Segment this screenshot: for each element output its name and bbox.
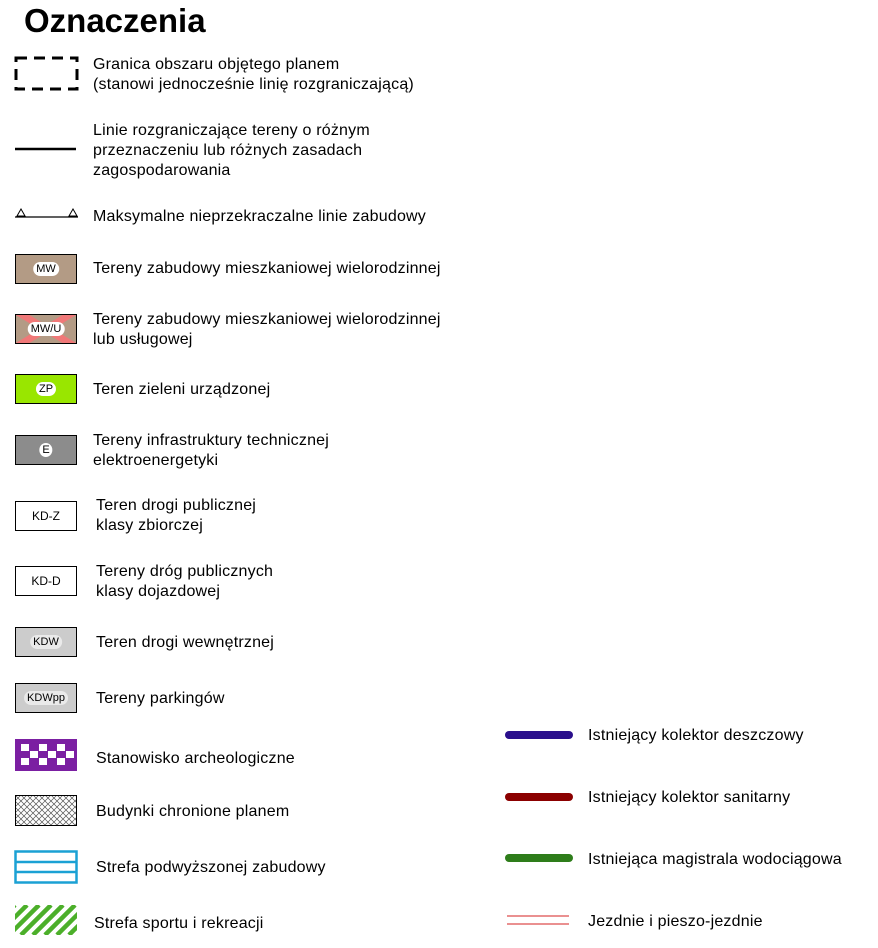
kdw-code: KDW [30,635,62,649]
legend-label-dividing-line: Linie rozgraniczające tereny o różnym przeznaczeniu lub różnych zasadach zagospodarowania [93,122,370,179]
legend-label-e: Tereny infrastruktury technicznej elektroenergetyki [93,432,330,469]
kdd-code: KD-D [31,574,61,588]
legend-label-kdw: Teren drogi wewnętrznej [96,634,275,651]
e-code: E [39,443,52,457]
legend-label-sanitary-collector: Istniejący kolektor sanitarny [588,789,791,806]
mw-code: MW [33,262,59,276]
kdwpp-code: KDWpp [24,691,68,705]
roads-line-symbol [506,913,570,927]
legend-label-water-main: Istniejąca magistrala wodociągowa [588,851,842,868]
legend-label-roads: Jezdnie i pieszo-jezdnie [588,913,763,930]
kdz-code: KD-Z [32,509,60,523]
kdd-symbol [15,566,77,596]
building-line-symbol [14,205,80,219]
mw-symbol [15,254,77,284]
legend-label-zp: Teren zieleni urządzonej [93,381,271,398]
legend-label-sport-recreation: Strefa sportu i rekreacji [94,915,264,932]
legend-label-building-line: Maksymalne nieprzekraczalne linie zabudowy [93,208,427,225]
kdwpp-symbol [15,683,77,713]
sanitary-collector-line-symbol [504,792,574,802]
legend-label-kdz: Teren drogi publicznej klasy zbiorczej [96,497,257,534]
kdz-symbol [15,501,77,531]
kdw-symbol [15,627,77,657]
legend-label-kdd: Tereny dróg publicznych klasy dojazdowej [96,563,274,600]
legend-label-protected-buildings: Budynki chronione planem [96,803,290,820]
legend-label-archeological: Stanowisko archeologiczne [96,750,295,767]
plan-boundary-symbol [14,56,80,92]
legend-label-mw: Tereny zabudowy mieszkaniowej wielorodzinnej [93,260,441,277]
sport-recreation-zone-symbol [15,905,77,935]
zp-code: ZP [36,382,56,396]
water-main-line-symbol [504,853,574,863]
legend-title: Oznaczenia [24,2,206,39]
legend-label-mwu: Tereny zabudowy mieszkaniowej wielorodzinnej lub usługowej [93,311,441,348]
mwu-symbol [15,314,77,344]
legend-label-kdwpp: Tereny parkingów [96,690,225,707]
archeological-site-symbol [14,738,78,772]
higher-building-zone-symbol [14,850,78,884]
zp-symbol [15,374,77,404]
dividing-line-symbol [14,146,78,152]
rain-collector-line-symbol [504,730,574,740]
legend-label-rain-collector: Istniejący kolektor deszczowy [588,727,804,744]
legend-label-higher-building-zone: Strefa podwyższonej zabudowy [96,859,326,876]
protected-buildings-symbol [15,795,77,826]
e-symbol [15,435,77,465]
legend-label-boundary: Granica obszaru objętego planem (stanowi jednocześnie linię rozgraniczającą) [93,56,414,93]
mwu-code: MW/U [28,322,65,336]
